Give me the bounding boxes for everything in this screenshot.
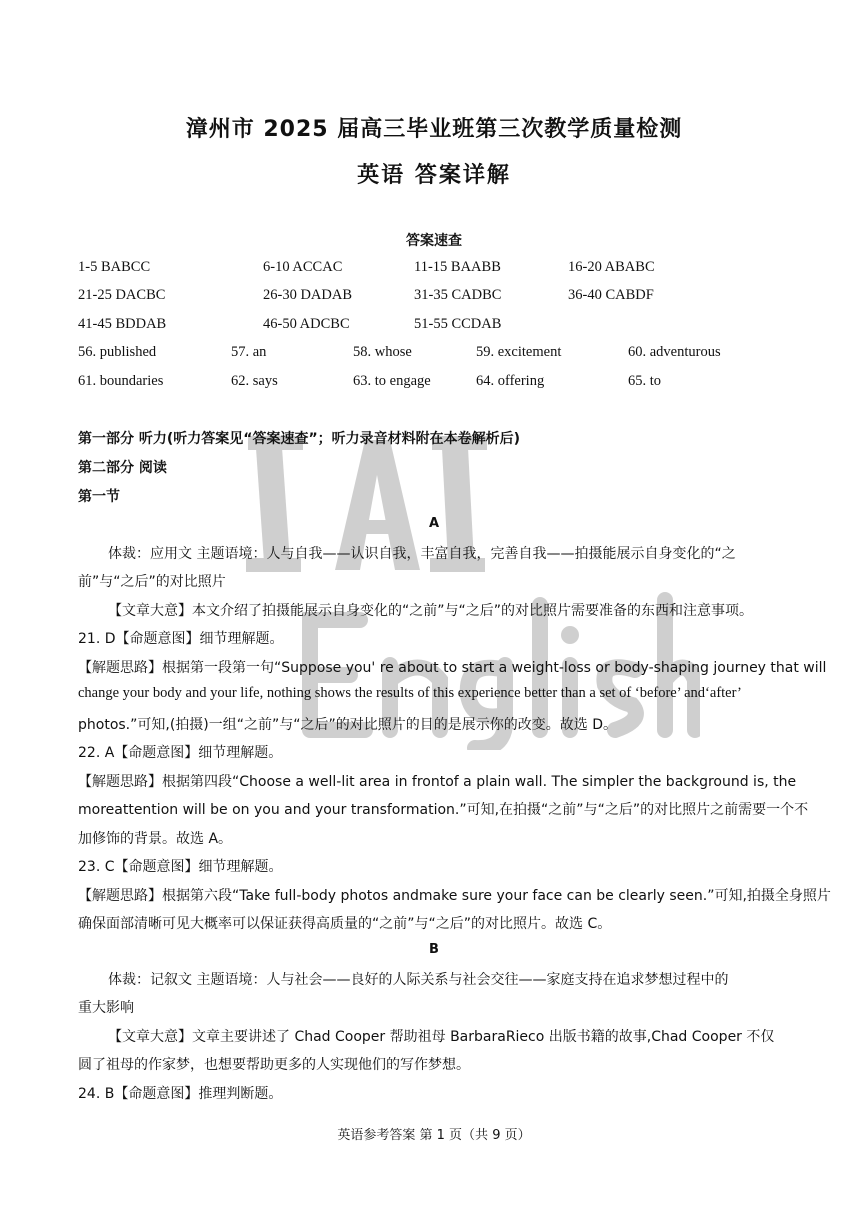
answer-range: 36-40 CABDF: [568, 287, 654, 303]
answer-range: 26-30 DADAB: [263, 287, 353, 303]
passage-b-label: B: [429, 942, 439, 957]
paragraph-line: 体裁：记叙文 主题语境：人与社会——良好的人际关系与社会交往——家庭支持在追求梦想过程中的: [108, 972, 729, 988]
fill-answer: 65. to: [628, 373, 662, 389]
paragraph-line: 圆了祖母的作家梦，也想要帮助更多的人实现他们的写作梦想。: [78, 1057, 470, 1073]
fill-answer: 57. an: [231, 344, 267, 360]
paragraph-line: 【解题思路】根据第一段第一句“Suppose you' re about to start a weight-loss or body-shaping journey that will: [78, 660, 827, 676]
question-heading: 22. A【命题意图】细节理解题。: [78, 745, 283, 761]
fill-answer: 59. excitement: [476, 344, 562, 360]
answer-range: 16-20 ABABC: [568, 259, 655, 275]
quick-answers-title: 答案速查: [406, 233, 462, 249]
paragraph-line: 【解题思路】根据第六段“Take full-body photos andmake sure your face can be clearly seen.”可知,拍摄全身照片: [78, 888, 831, 904]
page-footer: 英语参考答案 第 1 页（共 9 页）: [337, 1128, 531, 1143]
answer-range: 51-55 CCDAB: [414, 316, 502, 332]
part2-heading: 第二部分 阅读: [78, 460, 167, 476]
page-subtitle: 英语 答案详解: [357, 163, 511, 188]
answer-range: 31-35 CADBC: [414, 287, 502, 303]
fill-answer: 56. published: [78, 344, 157, 360]
paragraph-line: 【文章大意】文章主要讲述了 Chad Cooper 帮助祖母 BarbaraRieco 出版书籍的故事,Chad Cooper 不仅: [108, 1029, 775, 1045]
question-heading: 24. B【命题意图】推理判断题。: [78, 1086, 283, 1102]
paragraph-line: 加修饰的背景。故选 A。: [78, 831, 233, 847]
answer-range: 21-25 DACBC: [78, 287, 166, 303]
answer-range: 6-10 ACCAC: [263, 259, 343, 275]
paragraph-line: photos.”可知,(拍摄)一组“之前”与“之后”的对比照片的目的是展示你的改变。故选 D。: [78, 717, 617, 733]
paragraph-line: change your body and your life, nothing shows the results of this experience better than a set of ‘before’ and‘after’: [78, 685, 742, 701]
fill-answer: 62. says: [231, 373, 278, 389]
answer-range: 46-50 ADCBC: [263, 316, 350, 332]
question-heading: 23. C【命题意图】细节理解题。: [78, 859, 283, 875]
watermark-logo: [240, 430, 700, 750]
fill-answer: 61. boundaries: [78, 373, 164, 389]
section1-heading: 第一节: [78, 489, 120, 505]
page-title: 漳州市 2025 届高三毕业班第三次教学质量检测: [185, 117, 683, 142]
paragraph-line: 【文章大意】本文介绍了拍摄能展示自身变化的“之前”与“之后”的对比照片需要准备的东西和注意事项。: [108, 603, 754, 619]
answer-range: 41-45 BDDAB: [78, 316, 167, 332]
fill-answer: 63. to engage: [353, 373, 431, 389]
answer-range: 11-15 BAABB: [414, 259, 501, 275]
question-heading: 21. D【命题意图】细节理解题。: [78, 631, 284, 647]
passage-a-label: A: [428, 516, 440, 531]
fill-answer: 58. whose: [353, 344, 412, 360]
answer-range: 1-5 BABCC: [78, 259, 151, 275]
paragraph-line: 前”与“之后”的对比照片: [78, 574, 226, 590]
part1-heading: 第一部分 听力(听力答案见“答案速查”；听力录音材料附在本卷解析后): [78, 431, 521, 447]
paragraph-line: 体裁：应用文 主题语境：人与自我——认识自我，丰富自我，完善自我——拍摄能展示自身变化的“之: [108, 546, 736, 562]
fill-answer: 64. offering: [476, 373, 545, 389]
paragraph-line: 重大影响: [78, 1000, 134, 1016]
fill-answer: 60. adventurous: [628, 344, 721, 360]
paragraph-line: 【解题思路】根据第四段“Choose a well-lit area in frontof a plain wall. The simpler the background is, the: [78, 774, 797, 790]
paragraph-line: 确保面部清晰可见大概率可以保证获得高质量的“之前”与“之后”的对比照片。故选 C。: [78, 916, 612, 932]
paragraph-line: moreattention will be on you and your transformation.”可知,在拍摄“之前”与“之后”的对比照片之前需要一个不: [78, 802, 809, 818]
